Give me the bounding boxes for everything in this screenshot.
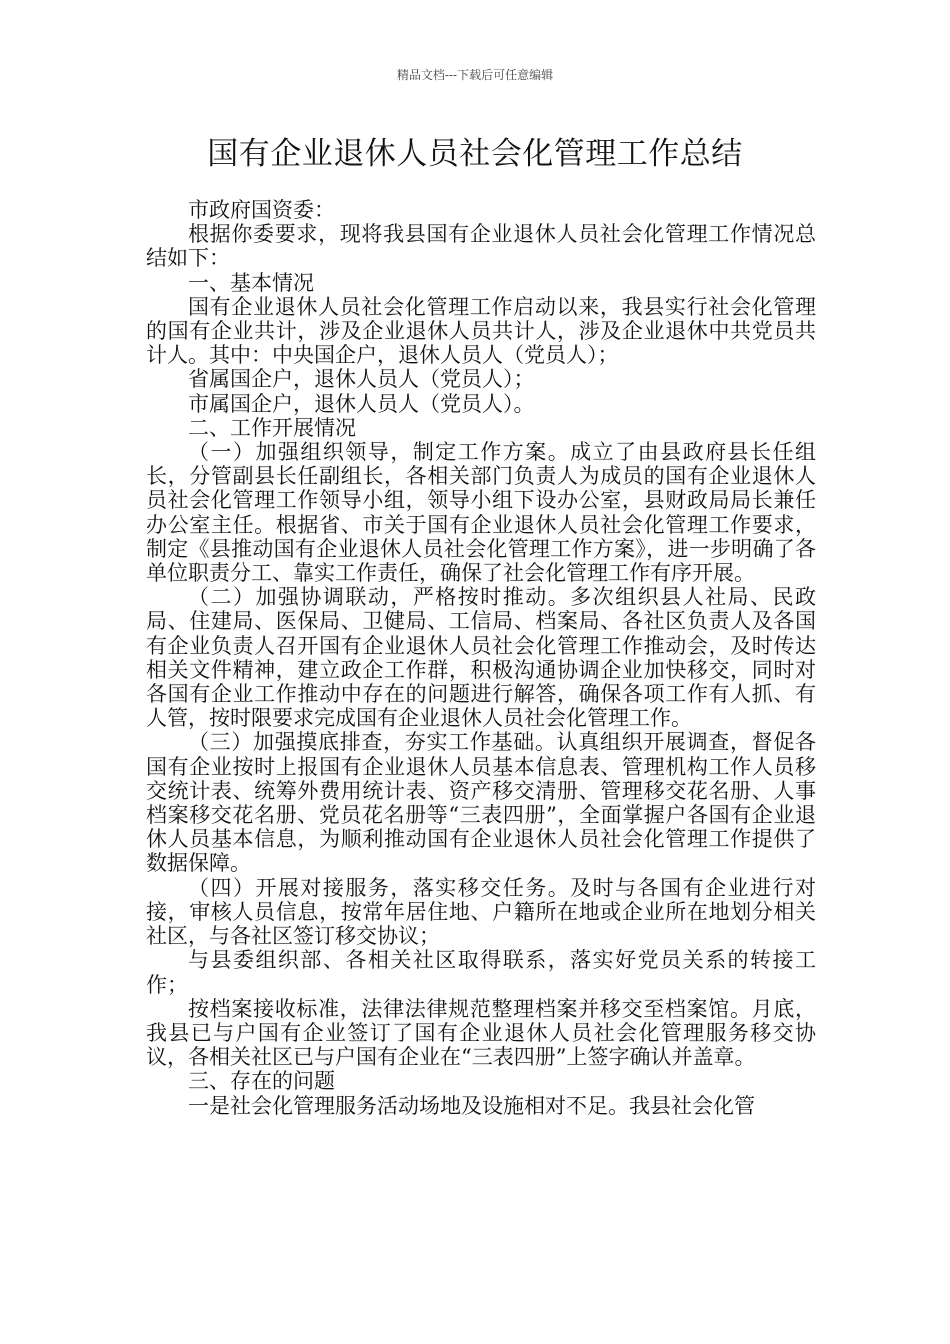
document-title: 国有企业退休人员社会化管理工作总结 — [207, 136, 743, 172]
body-paragraph: 省属国企户，退休人员人（党员人）； — [188, 367, 535, 392]
section-heading-3: 三、存在的问题 — [188, 1069, 335, 1094]
section-heading-1: 一、基本情况 — [188, 270, 314, 295]
body-paragraph: （一）加强组织领导，制定工作方案。成立了由县政府县长任组长，分管副县长任副组长，各相关部门负责人为成员的国有企业退休人员社会化管理工作领导小组，领导小组下设办公室，县财政局局长兼任办公室主任。根据省、市关于国有企业退休人员社会化管理工作要求，制定《县推动国有企业退休人员社会化管理工作方案》，进一步明确了各单位职责分工、靠实工作责任，确保了社会化管理工作有序开展。 — [146, 440, 816, 586]
body-paragraph: （四）开展对接服务，落实移交任务。及时与各国有企业进行对接，审核人员信息，按常年居住地、户籍所在地或企业所在地划分相关社区，与各社区签订移交协议； — [146, 875, 816, 949]
body-paragraph: 按档案接收标准，法律法律规范整理档案并移交至档案馆。月底，我县已与户国有企业签订了国有企业退休人员社会化管理服务移交协议，各相关社区已与户国有企业在“三表四册”上签字确认并盖章。 — [146, 996, 816, 1070]
body-paragraph: 市属国企户，退休人员人（党员人）。 — [188, 391, 535, 416]
page-header: 精品文档---下载后可任意编辑 — [396, 68, 554, 82]
body-paragraph: 国有企业退休人员社会化管理工作启动以来，我县实行社会化管理的国有企业共计，涉及企业退休人员共计人，涉及企业退休中共党员共计人。其中：中央国企户，退休人员人（党员人）； — [146, 294, 816, 368]
body-paragraph: 与县委组织部、各相关社区取得联系，落实好党员关系的转接工作； — [146, 948, 816, 997]
document-body — [146, 198, 816, 1118]
salutation: 市政府国资委： — [188, 198, 335, 222]
body-paragraph: （二）加强协调联动，严格按时推动。多次组织县人社局、民政局、住建局、医保局、卫健局、工信局、档案局、各社区负责人及各国有企业负责人召开国有企业退休人员社会化管理工作推动会，及时传达相关文件精神，建立政企工作群，积极沟通协调企业加快移交，同时对各国有企业工作推动中存在的问题进行解答，确保各项工作有人抓、有人管，按时限要求完成国有企业退休人员社会化管理工作。 — [146, 585, 816, 731]
section-heading-2: 二、工作开展情况 — [188, 415, 356, 440]
body-paragraph: 一是社会化管理服务活动场地及设施相对不足。我县社会化管 — [188, 1093, 755, 1118]
body-paragraph: （三）加强摸底排查，夯实工作基础。认真组织开展调查，督促各国有企业按时上报国有企业退休人员基本信息表、管理机构工作人员移交统计表、统筹外费用统计表、资产移交清册、管理移交花名册、人事档案移交花名册、党员花名册等“三表四册”，全面掌握户各国有企业退休人员基本信息，为顺利推动国有企业退休人员社会化管理工作提供了数据保障。 — [146, 730, 816, 876]
intro-paragraph: 根据你委要求，现将我县国有企业退休人员社会化管理工作情况总结如下： — [146, 222, 816, 271]
